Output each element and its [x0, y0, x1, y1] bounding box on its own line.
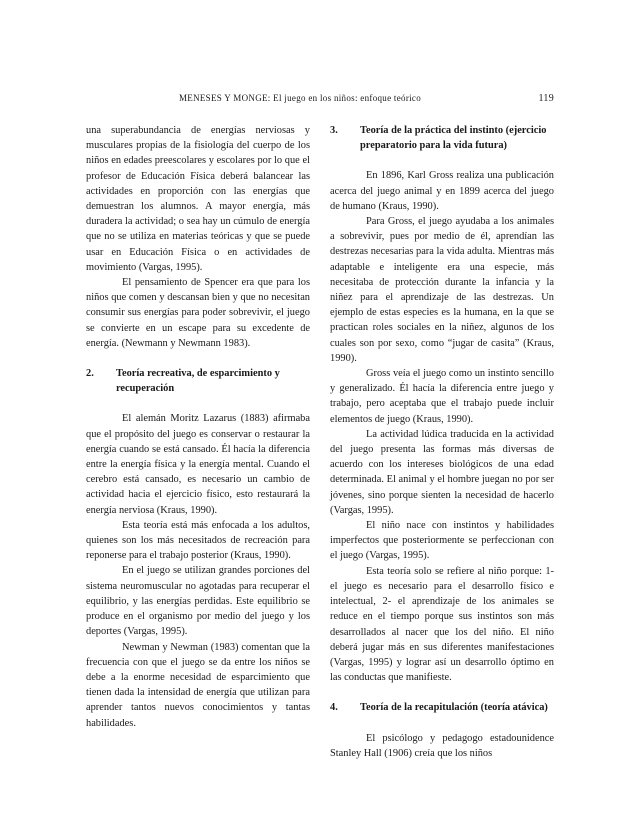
paragraph: El psicólogo y pedagogo estadounidence Stanley Hall (1906) creía que los niños: [330, 732, 554, 759]
paragraph: En el juego se utilizan grandes porciones del sistema neuromuscular no agotadas para recuperar el equilibrio, y las energías perdidas. Este equilibrio se produce en el organismo por medio del juego y los deportes (Vargas, 1995).: [86, 565, 310, 638]
paragraph: Esta teoría solo se refiere al niño porque: 1- el juego es necesario para el desarrollo físico e intelectual, 2- el aprendizaje de los animales se reduce en el tiempo porque sus instintos son más desarrollados al nacer que los del niño. El niño deberá jugar más en sus diferentes manifestaciones (Vargas, 1995) y lograr así un desarrollo óptimo en las conductas que manifieste.: [330, 565, 554, 684]
paragraph: Newman y Newman (1983) comentan que la frecuencia con que el juego se da entre los niños se debe a la enorme necesidad de esparcimiento que tienen dada la intensidad de energía que utilizan para aprender tantos nuevos conocimientos y tantas habilidades.: [86, 641, 310, 729]
section-heading: [86, 366, 310, 396]
paragraph: Para Gross, el juego ayudaba a los animales a sobrevivir, pues por medio de él, aprendían las destrezas necesarias para la vida adulta. Mientras más adaptable e inteligente era una especie, más necesitaba de protección durante la infancia y la niñez para el aprendizaje de las destrezas. Un ejemplo de estas especies es la humana, en la que se practican roles sociales en la niñez, algunos de los cuales son por sexo, como “jugar de casita” (Kraus, 1990).: [330, 216, 554, 364]
section-title: Teoría recreativa, de esparcimiento y recuperación: [116, 368, 280, 395]
section-number: 4.: [330, 702, 338, 714]
section-title: Teoría de la práctica del instinto (ejercicio preparatorio para la vida futura): [360, 125, 547, 152]
paragraph: una superabundancia de energías nerviosas y musculares propias de la fisiología del cuerpo de los niños en edades preescolares y escolares por lo que el profesor de Educación Física deberá balancear las actividades en proporción con las energías que demuestran los alumnos. A mayor energía, más duradera la actividad; o sea hay un cúmulo de energía que no se utiliza en materias teóricas y que se puede usar en Educación Física o en actividades de movimiento (Vargas, 1995).: [86, 125, 310, 273]
section-number: 3.: [330, 125, 338, 136]
page-number: 119: [538, 93, 554, 104]
section-number: 2.: [86, 368, 94, 380]
section-heading: [330, 700, 554, 715]
paragraph: Gross veía el juego como un instinto sencillo y generalizado. Él hacía la diferencia entre juego y trabajo, pero aceptaba que el trabajo puede incluir elementos de juego (Kraus, 1990).: [330, 368, 554, 425]
running-head: [86, 93, 554, 107]
right-column: [330, 123, 554, 761]
paragraph: Esta teoría está más enfocada a los adultos, quienes son los más necesitados de recreación para reponerse para el trabajo posterior (Kraus, 1990).: [86, 519, 310, 562]
running-title: MENESES Y MONGE: El juego en los niños: enfoque teórico: [178, 93, 422, 103]
paragraph: El alemán Moritz Lazarus (1883) afirmaba que el propósito del juego es conservar o restaurar la energía cuando se está cansado. Él hacía la diferencia entre la energía física y la energía mental. Cuando el cerebro está cansado, es necesario un cambio de actividad hacia el ejercicio físico, esto restaurará la energía nerviosa (Kraus, 1990).: [86, 413, 310, 516]
paragraph: El pensamiento de Spencer era que para los niños que comen y descansan bien y que no necesitan consumir sus energías para poder sobrevivir, el juego se convierte en un escape para su excedente de energía. (Newmann y Newmann 1983).: [86, 277, 310, 349]
section-heading: [330, 123, 554, 153]
paragraph: La actividad lúdica traducida en la actividad del juego presenta las formas más diversas de acuerdo con los intereses biológicos de una edad determinada. El animal y el hombre juegan no por ser jóvenes, sino porque sienten la necesidad de hacerlo (Vargas, 1995).: [330, 428, 554, 516]
paragraph: En 1896, Karl Gross realiza una publicación acerca del juego animal y en 1899 acerca del juego de humano (Kraus, 1990).: [330, 170, 554, 212]
paragraph: El niño nace con instintos y habilidades imperfectos que posteriormente se perfeccionan con el juego (Vargas, 1995).: [330, 520, 554, 562]
section-title: Teoría de la recapitulación (teoría atávica): [360, 702, 548, 714]
left-column: [86, 123, 310, 731]
